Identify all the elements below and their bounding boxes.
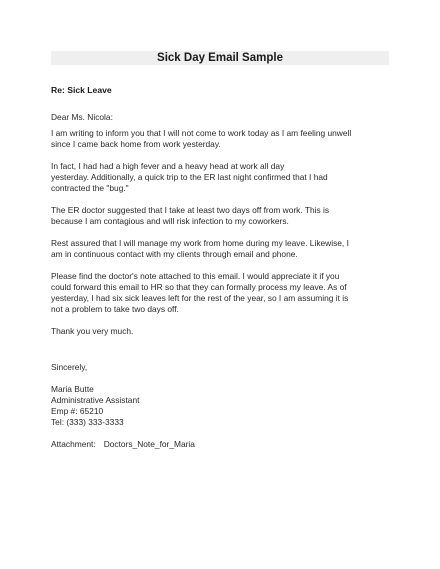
paragraph-line: could forward this email to HR so that they can formally process my leave. As of [51,282,347,292]
signature-tel: Tel: (333) 333-3333 [51,417,124,427]
paragraph-doctor [51,205,396,227]
attachment-filename[interactable]: Doctors_Note_for_Maria [103,439,195,449]
paragraph-line: not a problem to take two days off. [51,304,179,314]
paragraph-line: yesterday, I had six sick leaves left for the rest of the year, so I am assuming it is [51,293,349,303]
signature-name: Maria Butte [51,384,94,394]
email-closing: Sincerely, [51,362,88,372]
paragraph-inform [51,128,396,150]
signature-emp: Emp #: 65210 [51,406,104,416]
paragraph-line: Rest assured that I will manage my work from home during my leave. Likewise, I [51,238,349,248]
email-subject: Re: Sick Leave [51,85,112,95]
paragraph-note-attached [51,271,396,315]
paragraph-line: am in continuous contact with my clients through email and phone. [51,249,298,259]
paragraph-line: contracted the "bug." [51,183,129,193]
paragraph-line: yesterday. Additionally, a quick trip to the ER last night confirmed that I had [51,172,328,182]
paragraph-line: because I am contagious and will risk infection to my coworkers. [51,216,289,226]
signature-role: Administrative Assistant [51,395,140,405]
paragraph-line: The ER doctor suggested that I take at least two days off from work. This is [51,205,330,215]
paragraph-line: In fact, I had had a high fever and a heavy head at work all day [51,161,285,171]
email-body [51,85,396,461]
paragraph-fever [51,161,396,194]
email-salutation: Dear Ms. Nicola: [51,112,113,122]
paragraph-line: Thank you very much. [51,326,134,336]
paragraph-work-from-home [51,238,396,260]
paragraph-line: I am writing to inform you that I will not come to work today as I am feeling unwell [51,128,352,138]
attachment-label: Attachment: [51,439,96,449]
paragraph-line: Please find the doctor's note attached to this email. I would appreciate it if you [51,271,340,281]
paragraph-line: since I came back home from work yesterday. [51,139,221,149]
spacer [51,348,396,362]
signature-block [51,384,396,428]
paragraph-thanks [51,326,396,337]
document-title: Sick Day Email Sample [51,51,389,65]
attachment-line [51,439,396,450]
